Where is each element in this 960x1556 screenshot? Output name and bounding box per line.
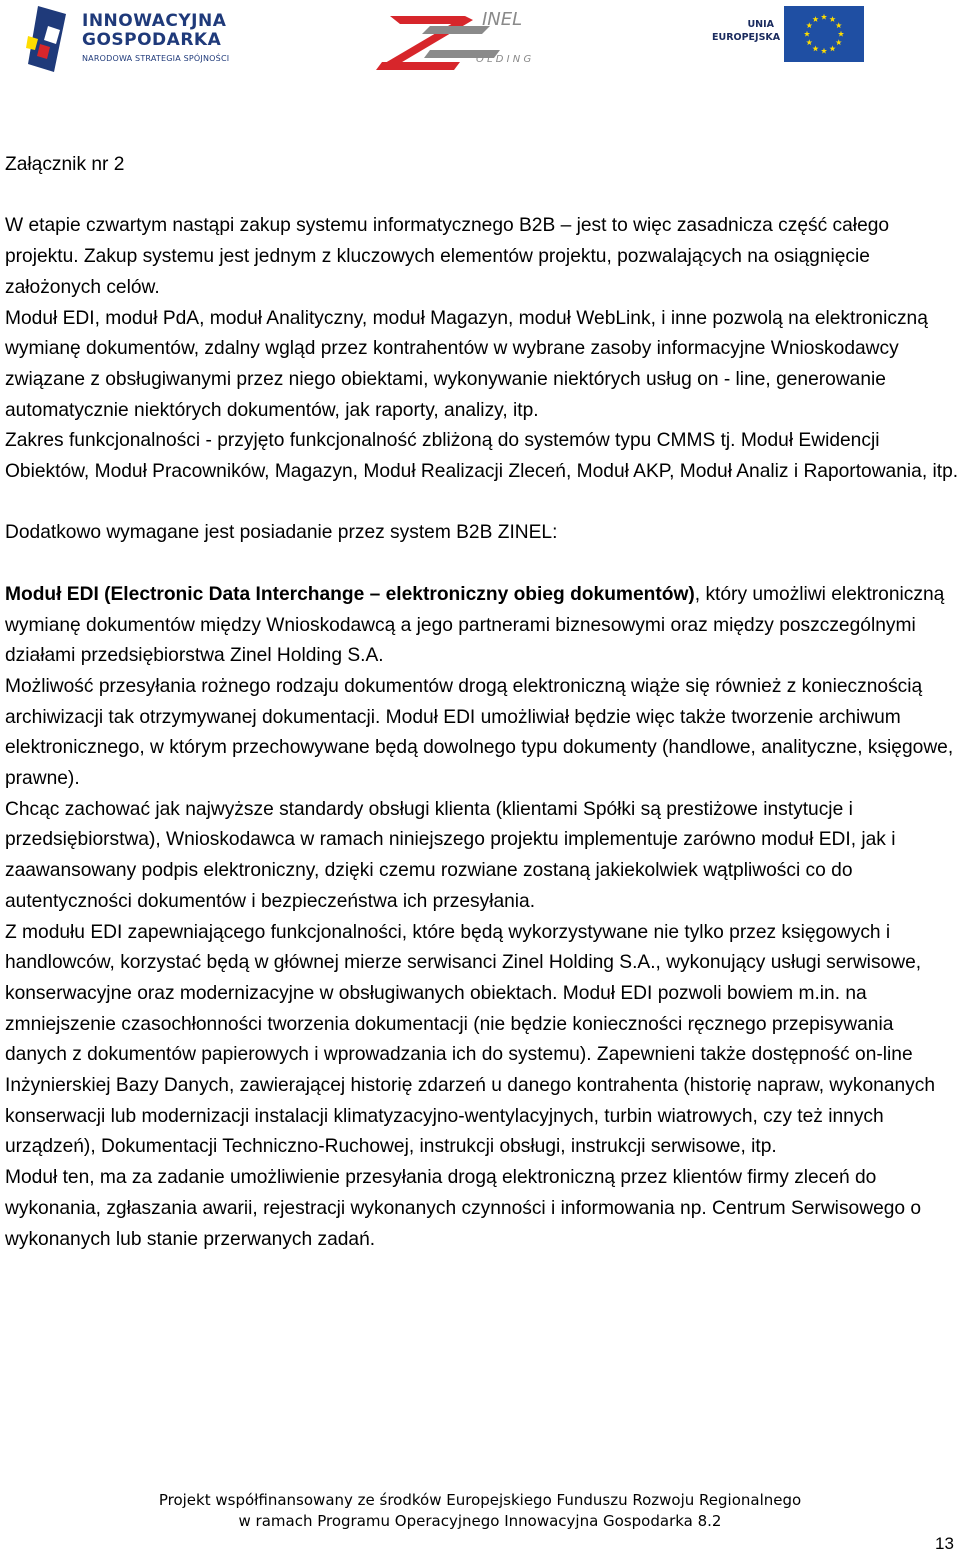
paragraph-edi — [5, 580, 960, 672]
footer — [0, 1490, 960, 1532]
page-number: 13 — [935, 1534, 954, 1553]
eu-flag-icon — [708, 6, 864, 62]
logo-bar — [0, 0, 960, 80]
paragraph: Z modułu EDI zapewniającego funkcjonalności, które będą wykorzystywane nie tylko przez księgowych i handlowców, korzystać będą w głównej mierze serwisanci Zinel Holding S.A., wykonujący usługi serwisowe, konserwacyjne oraz modernizacyjne w obsługiwanych obiektach. Moduł EDI pozwoli bowiem m.in. na zmniejszenie czasochłonności tworzenia dokumentacji (nie będzie konieczności ręcznego przepisywania danych z dokumentów papierowych i wprowadzania ich do systemu). Zapewnieni także dostępność on-line Inżynierskiej Bazy Danych, zawierającej historię zdarzeń u danego kontrahenta (historię napraw, wykonanych konserwacji lub modernizacji instalacji klimatyzacyjno-wentylacyjnych, turbin wiatrowych, czy też innych urządzeń), Dokumentacji Techniczno-Ruchowej, instrukcji obsługi, instrukcji serwisowe, itp. — [5, 921, 936, 1158]
paragraph: Dodatkowo wymagane jest posiadanie przez system B2B ZINEL: — [5, 522, 558, 544]
eu-logo-text: UNIA EUROPEJSKA — [712, 19, 781, 43]
attachment-heading: Załącznik nr 2 — [5, 154, 125, 175]
ig-logo-text: INNOWACYJNA GOSPODARKA — [82, 11, 227, 50]
paragraph: Chcąc zachować jak najwyższe standardy obsługi klienta (klientami Spółki są prestiżowe instytucje i przedsiębiorstwa), Wnioskodawca w ramach niniejszego projektu implementuje zarówno moduł EDI, jak i zaawansowany podpis elektroniczny, dzięki czemu rozwiane zostaną jakiekolwiek wątpliwości co do autentyczności dokumentów i bezpieczeństwa ich przesyłania. — [5, 798, 896, 912]
edi-module-title: Moduł EDI (Electronic Data Interchange – elektroniczny obieg dokumentów) — [5, 583, 695, 605]
svg-text:O L D I N G: O L D I N G — [476, 54, 532, 65]
zinel-holding-logo — [370, 6, 570, 72]
paragraph: Moduł ten, ma za zadanie umożliwienie przesyłania drogą elektroniczną przez klientów firmy zleceń do wykonania, zgłaszania awarii, rejestracji wykonanych czynności i informowania np. Centrum Serwisowego o wykonanych lub stanie przerwanych zadań. — [5, 1167, 922, 1250]
document-body — [5, 150, 960, 1255]
ig-emblem-icon — [26, 4, 86, 74]
ig-logo-subtitle: NARODOWA STRATEGIA SPÓJNOŚCI — [82, 54, 230, 63]
paragraph: Moduł EDI, moduł PdA, moduł Analityczny, moduł Magazyn, moduł WebLink, i inne pozwolą na elektroniczną wymianę dokumentów, zdalny wgląd przez kontrahentów w wybrane zasoby informacyjne Wnioskodawcy związane z obsługiwanymi przez niego obiektami, wykonywanie niektórych usług on - line, generowanie automatycznie niektórych dokumentów, jak raporty, analizy, itp. — [5, 307, 928, 421]
edi-module-description: , który umożliwi elektroniczną wymianę dokumentów między Wnioskodawcą a jego partnerami biznesowymi oraz między poszczególnymi działami przedsiębiorstwa Zinel Holding S.A. — [5, 583, 945, 667]
footer-line: Projekt współfinansowany ze środków Europejskiego Funduszu Rozwoju Regionalnego — [158, 1491, 802, 1509]
paragraph: Zakres funkcjonalności - przyjęto funkcjonalność zbliżoną do systemów typu CMMS tj. Moduł Ewidencji Obiektów, Moduł Pracowników, Magazyn, Moduł Realizacji Zleceń, Moduł AKP, Moduł Analiz i Raportowania, itp. — [5, 430, 959, 483]
footer-line: w ramach Programu Operacyjnego Innowacyjna Gospodarka 8.2 — [238, 1512, 722, 1530]
paragraph: Możliwość przesyłania rożnego rodzaju dokumentów drogą elektroniczną wiąże się również z koniecznością archiwizacji tak otrzymywanej dokumentacji. Moduł EDI umożliwiał będzie więc także tworzenie archiwum elektronicznego, w którym przechowywane będą dowolnego typu dokumenty (handlowe, analityczne, księgowe, prawne). — [5, 675, 954, 790]
paragraph: W etapie czwartym nastąpi zakup systemu informatycznego B2B – jest to więc zasadnicza część całego projektu. Zakup systemu jest jednym z kluczowych elementów projektu, pozwalających na osiągnięcie założonych celów. — [5, 215, 890, 298]
svg-text:INEL: INEL — [482, 9, 523, 30]
